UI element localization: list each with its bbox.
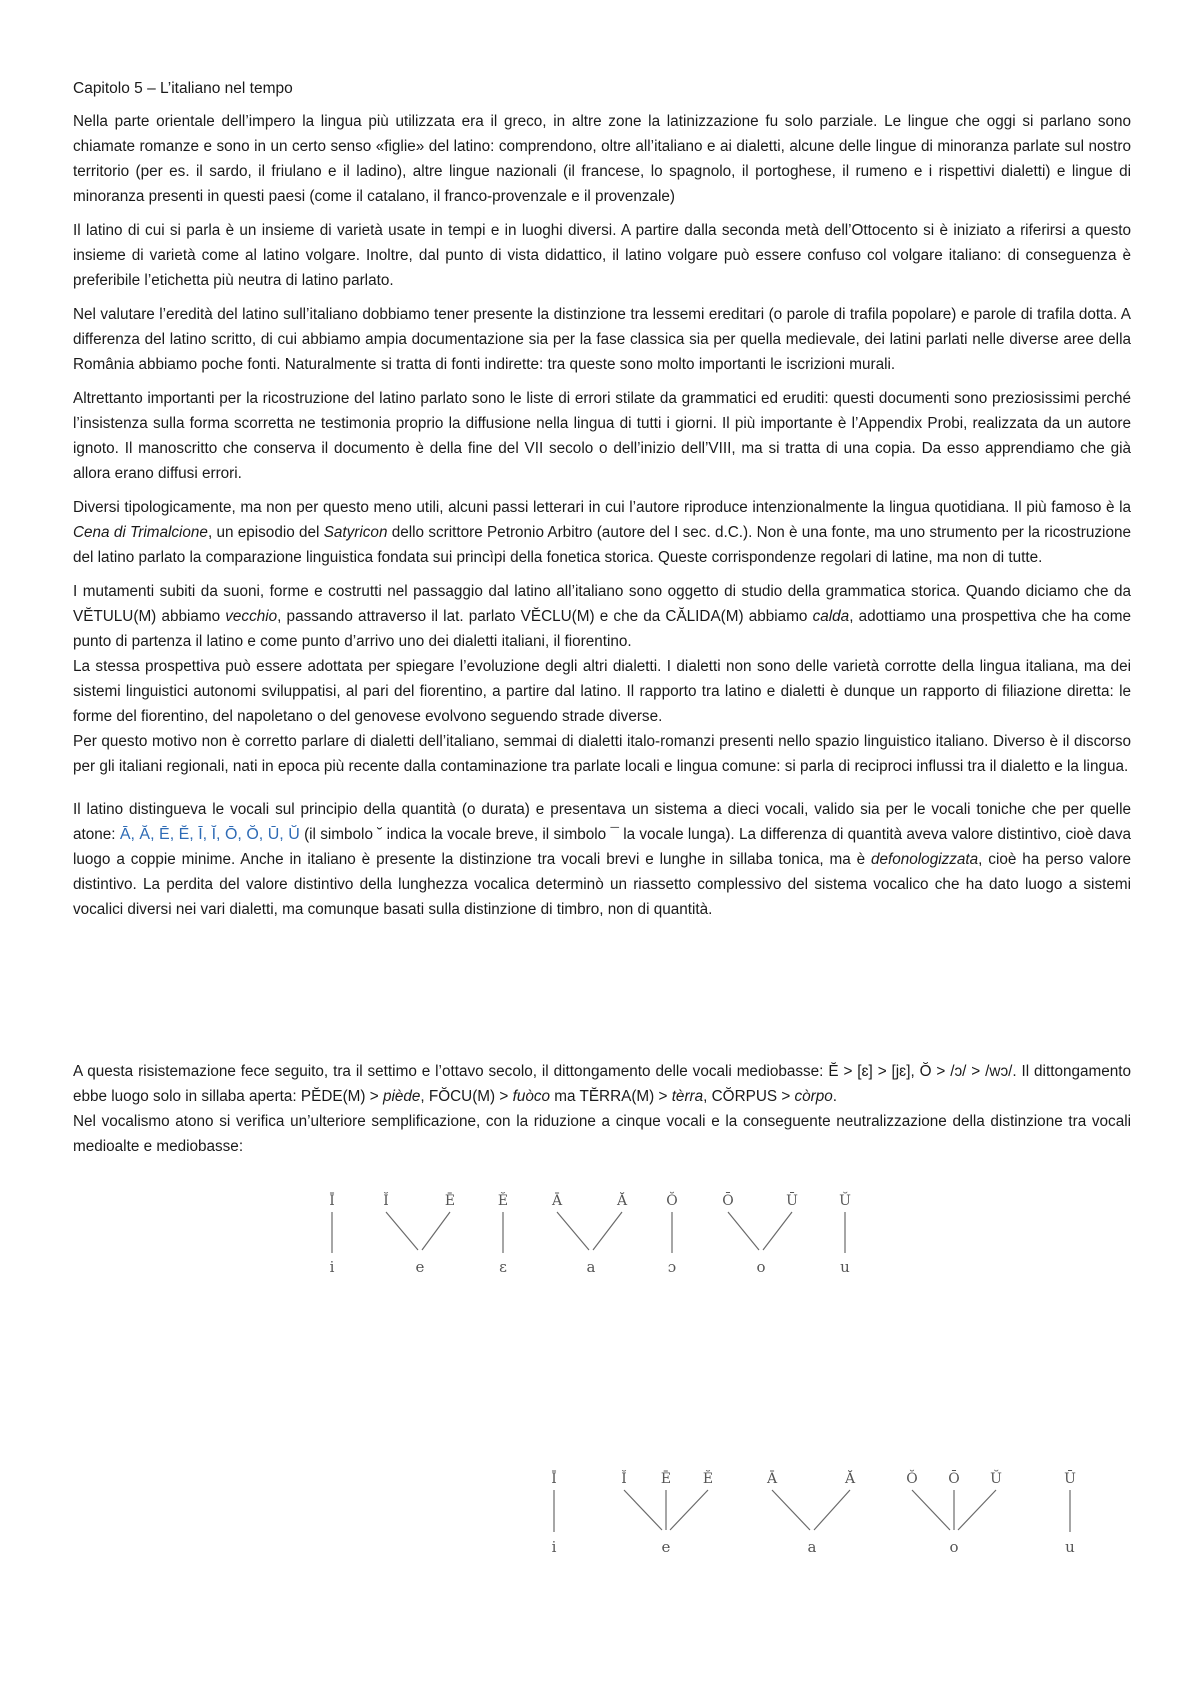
latin-vowel: Ī	[551, 1471, 557, 1487]
diagram-1-bottom-row	[330, 1258, 851, 1276]
paragraph-11: Nel vocalismo atono si verifica un’ulteriore semplificazione, con la riduzione a cinque vocali e la conseguente neutralizzazione della distinzione tra vocali medioalte e mediobasse:	[73, 1113, 1131, 1155]
line-e-1	[624, 1490, 662, 1530]
text-run: .	[832, 1088, 838, 1105]
paragraph-8: Per questo motivo non è corretto parlare di dialetti dell’italiano, semmai di dialetti italo-romanzi presenti nello spazio linguistico italiano. Diverso è il discorso per gli italiani regionali, nati in epoca più recente dalla contaminazione tra parlate locali e lingua comune: si parla di reciproci influssi tra il dialetto e la lingua.	[73, 733, 1131, 775]
line-o-right	[763, 1212, 792, 1250]
paragraph-1: Nella parte orientale dell’impero la lingua più utilizzata era il greco, in altre zone la latinizzazione fu solo parziale. Le lingue che oggi si parlano sono chiamate romanze e sono in un certo senso «figlie» del latino: comprendono, oltre all’italiano e ai dialetti, alcune delle lingue di minoranza parlate sul nostro territorio (per es. il sardo, il friulano e il ladino), altre lingue nazionali (il francese, lo spagnolo, il portoghese, il rumeno e i rispettivi dialetti) e lingue di minoranza presenti in questi paesi (come il catalano, il franco-provenzale e il provenzale)	[73, 113, 1131, 205]
paragraph-6	[73, 579, 1131, 654]
latin-vowel: Ă	[616, 1193, 628, 1209]
diagram-2-bottom-row	[552, 1538, 1076, 1556]
italic-term: Cena di Trimalcione	[73, 524, 208, 541]
italic-term: vecchio	[225, 608, 278, 625]
romance-vowel: ɔ	[667, 1258, 677, 1276]
latin-vowel: Ŭ	[839, 1193, 851, 1209]
romance-vowel: o	[949, 1538, 959, 1556]
line-e-left	[386, 1212, 418, 1250]
latin-vowel: Ŏ	[666, 1193, 678, 1209]
line-o-left	[728, 1212, 759, 1250]
line-a-left	[557, 1212, 589, 1250]
document-body	[73, 76, 1131, 1168]
line-a-left	[772, 1490, 810, 1530]
tonic-vowel-diagram-svg	[300, 1190, 880, 1280]
atonic-vowel-diagram-svg	[540, 1468, 1100, 1558]
latin-vowel: Ē	[660, 1471, 672, 1487]
connector-lines	[554, 1490, 1070, 1532]
line-a-right	[814, 1490, 850, 1530]
text-run: Diversi tipologicamente, ma non per questo meno utili, alcuni passi letterari in cui l’autore riproduce intenzionalmente la lingua quotidiana. Il più famoso è la	[73, 499, 1131, 516]
romance-vowel: a	[586, 1258, 596, 1276]
latin-vowel: Ū	[786, 1193, 798, 1209]
italic-term: tèrra	[671, 1088, 704, 1105]
latin-vowel: Ū	[1064, 1471, 1076, 1487]
latin-vowel: Ā	[766, 1471, 778, 1487]
diagram-2-top-row	[551, 1469, 1076, 1487]
line-o-3	[958, 1490, 996, 1530]
text-run: , passando attraverso il lat. parlato VĔCLU(M) e che da CĂLIDA(M) abbiamo	[277, 608, 813, 625]
atonic-vowel-diagram	[540, 1468, 1100, 1558]
text-run: , CŎRPUS >	[703, 1088, 795, 1105]
paragraph-5	[73, 495, 1131, 570]
paragraph-3: Nel valutare l’eredità del latino sull’italiano dobbiamo tener presente la distinzione tra lessemi ereditari (o parole di trafila popolare) e parole di trafila dotta. A differenza del latino scritto, di cui abbiamo ampia documentazione sia per la fase classica sia per quella medievale, dei latini parlati nelle diverse aree della România abbiamo poche fonti. Naturalmente si tratta di fonti indirette: tra queste sono molto importanti le iscrizioni murali.	[73, 306, 1131, 373]
line-a-right	[593, 1212, 622, 1250]
text-run: (il simbolo ˘ indica la vocale breve, il simbolo ¯ la vocale lunga). La differenza di quantità aveva valore distintivo, cioè dava luogo a coppie minime. Anche in italiano è presente la distinzione tra vocali brevi e lunghe in sillaba tonica, ma è	[73, 826, 1132, 868]
italic-term: Satyricon	[323, 524, 388, 541]
italic-term: fuòco	[512, 1088, 550, 1105]
romance-vowel: i	[329, 1258, 335, 1276]
romance-vowel: u	[840, 1258, 850, 1276]
text-run: , FŎCU(M) >	[420, 1088, 513, 1105]
text-run: dello scrittore Petronio Arbitro (autore del I sec. d.C.). Non è una fonte, ma uno strumento per la ricostruzione del latino parlato la comparazione linguistica fondata sui princìpi della fonetica storica. Queste corrispondenze regolari di latine, ma non di tutte.	[73, 524, 1131, 566]
latin-vowels-list: Ā, Ă, Ē, Ĕ, Ī, Ĭ, Ō, Ŏ, Ū, Ŭ	[119, 826, 300, 843]
connector-lines	[332, 1212, 845, 1253]
line-e-right	[422, 1212, 450, 1250]
italic-term: defonologizzata	[871, 851, 979, 868]
romance-vowel: o	[756, 1258, 766, 1276]
text-run: ma TĔRRA(M) >	[550, 1088, 672, 1105]
latin-vowel: Ĭ	[383, 1193, 389, 1209]
italic-term: calda	[812, 608, 850, 625]
diagram-1-top-row	[329, 1191, 851, 1209]
romance-vowel: ɛ	[499, 1258, 507, 1276]
latin-vowel: Ŏ	[906, 1471, 918, 1487]
latin-vowel: Ī	[329, 1193, 335, 1209]
latin-vowel: Ō	[948, 1471, 960, 1487]
romance-vowel: i	[551, 1538, 557, 1556]
diagram-1-spacer	[73, 931, 1131, 1059]
latin-vowel: Ō	[722, 1193, 734, 1209]
line-e-3	[670, 1490, 708, 1530]
latin-vowel: Ŭ	[990, 1471, 1002, 1487]
latin-vowel: Ĕ	[702, 1471, 714, 1487]
latin-vowel: Ĕ	[497, 1193, 509, 1209]
text-run: , un episodio del	[207, 524, 324, 541]
line-o-1	[912, 1490, 950, 1530]
romance-vowel: a	[807, 1538, 817, 1556]
text-run: Il latino distingueva le vocali sul principio della quantità (o durata) e presentava un sistema a dieci vocali, valido sia per le vocali toniche che per quelle atone:	[73, 801, 1131, 843]
chapter-title: Capitolo 5 – L’italiano nel tempo	[73, 80, 293, 97]
tonic-vowel-diagram	[300, 1190, 880, 1280]
text-run: I mutamenti subiti da suoni, forme e costrutti nel passaggio dal latino all’italiano sono oggetto di studio della grammatica storica. Quando diciamo che da VĔTULU(M) abbiamo	[73, 583, 1131, 625]
romance-vowel: e	[415, 1258, 425, 1276]
italic-term: còrpo	[794, 1088, 833, 1105]
text-run: A questa risistemazione fece seguito, tra il settimo e l’ottavo secolo, il dittongamento delle vocali mediobasse: Ĕ > [ɛ] > [jɛ], Ŏ > /ɔ/ > /wɔ/. Il dittongamento ebbe luogo solo in sillaba aperta: PĔDE(M) >	[73, 1063, 1131, 1105]
latin-vowel: Ă	[844, 1471, 856, 1487]
paragraph-9	[73, 797, 1131, 922]
paragraph-7: La stessa prospettiva può essere adottata per spiegare l’evoluzione degli altri dialetti. I dialetti non sono delle varietà corrotte della lingua italiana, ma dei sistemi linguistici autonomi sviluppatisi, al pari del fiorentino, a partire dal latino. Il rapporto tra latino e dialetti è dunque un rapporto di filiazione diretta: le forme del fiorentino, del napoletano o del genovese evolvono seguendo strade diverse.	[73, 658, 1131, 725]
romance-vowel: u	[1065, 1538, 1075, 1556]
latin-vowel: Ā	[551, 1193, 563, 1209]
latin-vowel: Ē	[444, 1193, 456, 1209]
text-run: , cioè ha perso valore distintivo. La perdita del valore distintivo della lunghezza vocalica determinò un riassetto complessivo del sistema vocalico che ha dato luogo a sistemi vocalici diversi nei vari dialetti, ma comunque basati sulla distinzione di timbro, non di quantità.	[73, 851, 1131, 918]
paragraph-10	[73, 1059, 1131, 1109]
paragraph-4: Altrettanto importanti per la ricostruzione del latino parlato sono le liste di errori stilate da grammatici ed eruditi: questi documenti sono preziosissimi perché l’insistenza sulla forma scorretta ne testimonia proprio la diffusione nella lingua di tutti i giorni. Il più importante è l’Appendix Probi, realizzata da un autore ignoto. Il manoscritto che conserva il documento è della fine del VII secolo o dell’inizio dell’VIII, ma si tratta di una copia. Da esso apprendiamo che già allora erano diffusi errori.	[73, 390, 1131, 482]
text-run: , adottiamo una prospettiva che ha come punto di partenza il latino e come punto d’arrivo uno dei dialetti italiani, il fiorentino.	[73, 608, 1131, 650]
paragraph-2: Il latino di cui si parla è un insieme di varietà usate in tempi e in luoghi diversi. A partire dalla seconda metà dell’Ottocento si è iniziato a riferirsi a questo insieme di varietà come al latino volgare. Inoltre, dal punto di vista didattico, il latino volgare può essere confuso col volgare italiano: di conseguenza è preferibile l’etichetta più neutra di latino parlato.	[73, 222, 1131, 289]
romance-vowel: e	[661, 1538, 671, 1556]
latin-vowel: Ĭ	[621, 1471, 627, 1487]
italic-term: piède	[382, 1088, 421, 1105]
